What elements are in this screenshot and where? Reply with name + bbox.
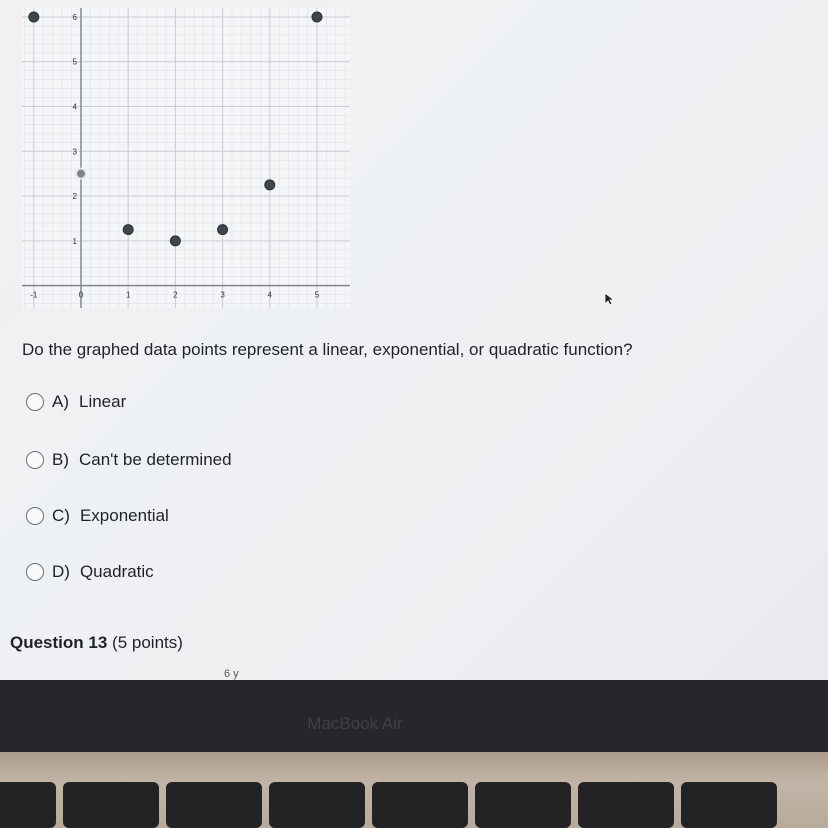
function-key-row xyxy=(0,782,828,828)
y-tick-label: 2 xyxy=(72,192,77,202)
option-b-label: Can't be determined xyxy=(79,450,232,469)
question-text: Do the graphed data points represent a linear, exponential, or quadratic function? xyxy=(22,340,633,359)
x-tick-label: 2 xyxy=(173,290,178,300)
x-tick-label: 4 xyxy=(267,290,272,300)
radio-c[interactable] xyxy=(26,507,44,525)
x-tick-label: 0 xyxy=(78,290,84,300)
option-c[interactable] xyxy=(26,506,169,526)
option-d-letter: D) xyxy=(52,562,70,581)
graph-svg xyxy=(14,0,354,330)
brand-label: MacBook Air xyxy=(307,714,403,733)
option-b-letter: B) xyxy=(52,450,69,469)
function-key xyxy=(269,782,365,828)
data-point xyxy=(76,169,86,179)
y-tick-label: 1 xyxy=(72,236,77,246)
data-point xyxy=(170,236,180,246)
x-tick-label: 1 xyxy=(125,290,131,300)
option-c-letter: C) xyxy=(52,506,70,525)
data-point xyxy=(312,12,322,22)
option-b[interactable] xyxy=(26,450,232,470)
y-tick-label: 6 xyxy=(72,12,77,22)
data-point xyxy=(29,12,39,22)
data-point xyxy=(218,225,228,235)
function-key xyxy=(681,782,777,828)
scatter-graph xyxy=(14,0,354,330)
data-point xyxy=(265,180,275,190)
function-key xyxy=(63,782,159,828)
y-tick-label: 3 xyxy=(72,147,77,157)
option-c-label: Exponential xyxy=(79,506,169,525)
option-a[interactable] xyxy=(26,392,126,412)
y-tick-label: 4 xyxy=(72,102,77,112)
data-point xyxy=(123,225,133,235)
x-tick-label: -1 xyxy=(30,290,38,300)
function-key xyxy=(475,782,571,828)
option-d[interactable] xyxy=(26,562,154,582)
function-key xyxy=(372,782,468,828)
option-a-letter: A) xyxy=(52,392,69,411)
option-d-label: Quadratic xyxy=(79,562,154,581)
x-tick-label: 5 xyxy=(314,290,320,300)
radio-a[interactable] xyxy=(26,393,44,411)
y-tick-label: 5 xyxy=(72,57,77,67)
function-key xyxy=(166,782,262,828)
option-a-label: Linear xyxy=(79,392,127,411)
function-key xyxy=(0,782,56,828)
next-question-number: Question 13 xyxy=(10,633,108,652)
function-key xyxy=(578,782,674,828)
next-graph-label: 6 y xyxy=(224,668,239,680)
radio-d[interactable] xyxy=(26,563,44,581)
next-question-points: (5 points) xyxy=(112,633,183,652)
next-question-header xyxy=(10,633,183,653)
radio-b[interactable] xyxy=(26,451,44,469)
x-tick-label: 3 xyxy=(220,290,225,300)
mouse-cursor-icon xyxy=(604,292,614,306)
